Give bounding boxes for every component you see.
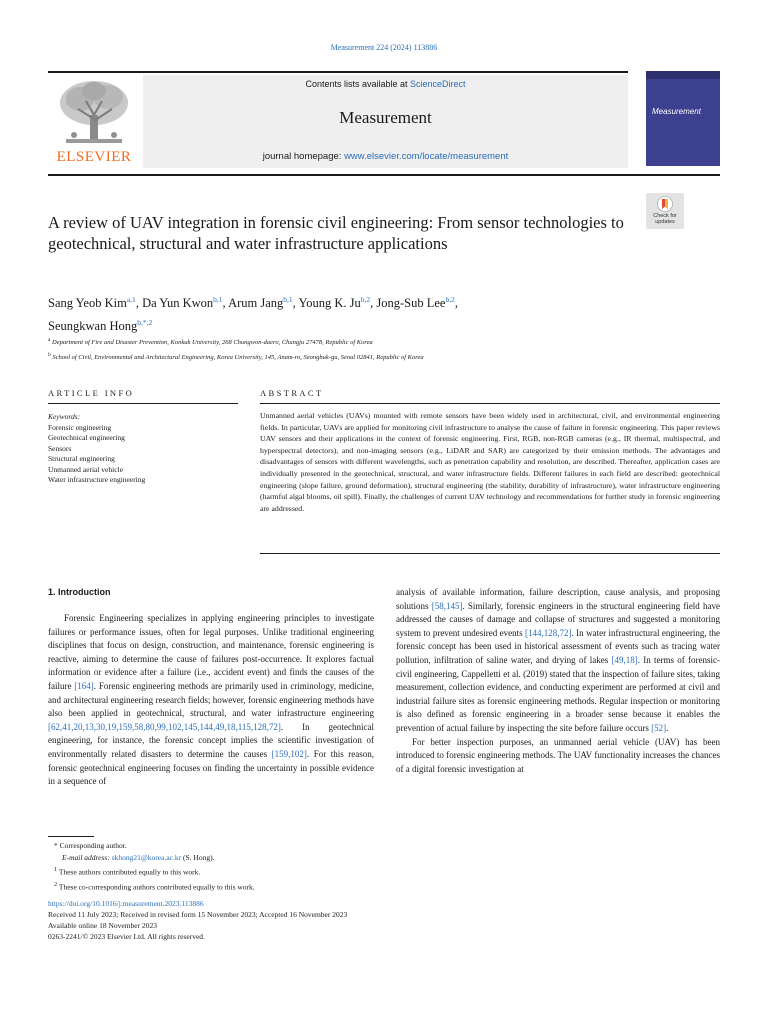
footnote-mark: 2 — [54, 880, 58, 888]
author-list — [48, 290, 608, 336]
body-column-left — [48, 612, 374, 789]
body-text: . Similarly, forensic engineers in the structural engineering field have addressed the causes of damage and collapse of structures and suggested a monitoring system to prevent undesired events — [396, 600, 720, 638]
body-text: analysis of available information, failure description, cause analysis, and proposing solutions — [396, 587, 720, 611]
email-suffix: (S. Hong). — [181, 853, 215, 862]
author-separator: , — [222, 296, 229, 310]
article-title: A review of UAV integration in forensic civil engineering: From sensor technologies to geotechnical, structural and water infrastructure applications — [48, 213, 624, 253]
author-affiliation-mark[interactable]: b,2 — [360, 295, 371, 304]
body-text: . In geotechnical engineering, for instance, the forensic concept implies the scientific investigation of environmentally related disasters to determine the causes — [48, 721, 374, 759]
journal-homepage-link[interactable]: www.elsevier.com/locate/measurement — [344, 151, 509, 162]
body-text: . For this reason, forensic geotechnical engineering focuses on finding the uncertainty in possible evidence in a sequence of — [48, 748, 374, 787]
contents-line — [143, 79, 628, 89]
affiliation-text: Department of Fire and Disaster Prevention, Konkuk University, 268 Chungwon-daero, Chungju 27478, Republic of Korea — [52, 339, 373, 347]
footnote-1 — [48, 864, 408, 879]
masthead-box — [143, 75, 628, 168]
affiliation-mark: b — [48, 352, 51, 359]
sciencedirect-link[interactable]: ScienceDirect — [410, 79, 466, 89]
author-name[interactable]: Seungkwan Hong — [48, 319, 138, 333]
footnote-text: These authors contributed equally to this work. — [58, 867, 201, 877]
author-affiliation-mark[interactable]: b,1 — [283, 295, 293, 304]
affiliation-a — [48, 334, 668, 349]
keyword-item: Water infrastructure engineering — [48, 475, 146, 484]
affiliation-text: School of Civil, Environmental and Architectural Engineering, Korea University, 145, Anam-ro, Seongbuk-gu, Seoul 02841, Republic of Korea — [52, 354, 424, 362]
bookmark-update-icon — [657, 196, 673, 212]
affiliations — [48, 334, 668, 364]
author-affiliation-mark[interactable]: b,1 — [213, 295, 223, 304]
author-separator: , — [292, 296, 299, 310]
citation-link[interactable]: [144,128,72] — [525, 627, 572, 638]
article-info-heading: ARTICLE INFO — [48, 388, 135, 398]
introduction-heading: 1. Introduction — [48, 587, 111, 597]
keyword-item: Forensic engineering — [48, 422, 112, 432]
abstract-bottom-rule — [260, 553, 720, 554]
body-column-right — [396, 586, 720, 776]
journal-name: Measurement — [339, 108, 432, 127]
affiliation-mark: a — [48, 337, 51, 343]
journal-cover-image[interactable] — [646, 71, 720, 166]
running-header[interactable]: Measurement 224 (2024) 113886 — [330, 43, 438, 52]
keyword-item: Sensors — [48, 443, 72, 453]
email-link[interactable]: skhong21@korea.ac.kr — [111, 853, 182, 862]
elsevier-logo[interactable] — [48, 75, 140, 168]
author-name[interactable]: Young K. Ju — [298, 296, 361, 310]
check-for-updates-label: Check for updates — [653, 213, 677, 225]
doi-link[interactable]: https://doi.org/10.1016/j.measurement.2023.113886 — [48, 899, 204, 908]
author-separator: , — [135, 296, 143, 310]
elsevier-wordmark: ELSEVIER — [56, 149, 132, 165]
keyword-item: Geotechnical engineering — [48, 433, 125, 442]
footnote-rule — [48, 836, 94, 837]
received-dates: Received 11 July 2023; Received in revised form 15 November 2023; Accepted 16 November 2023 — [48, 910, 348, 919]
keywords-label: Keywords: — [48, 412, 81, 421]
body-text: Forensic Engineering specializes in applying engineering principles to investigate failures or performance issues, often for legal purposes. Unlike traditional engineering disciplines that focus on design, construction, and maintenance, forensic engineering is reactive, aiming to determine the cause of failures post-occurrence. It explores factual information or evidence after a failure (i.e., accident event) and finds the causes of the failure — [48, 613, 374, 691]
author-affiliation-mark[interactable]: a,1 — [126, 295, 136, 304]
author-name[interactable]: Arum Jang — [228, 296, 284, 310]
footnote-2 — [48, 879, 408, 894]
body-paragraph — [48, 612, 374, 789]
author-affiliation-mark[interactable]: b,2 — [445, 295, 455, 304]
keywords-block — [48, 412, 238, 486]
body-text: . In water infrastructural engineering, the forensic concept has been used in historical assessment of events such as tracing water pollution, infiltration of saline water, and drying of lakes — [396, 627, 720, 665]
footnote-email — [48, 852, 408, 864]
body-paragraph — [396, 586, 720, 736]
email-label: E-mail address: — [62, 853, 110, 862]
footnote-mark: 1 — [54, 866, 58, 873]
homepage-prefix: journal homepage: — [262, 151, 345, 162]
author-affiliation-mark[interactable]: b,*,2 — [137, 318, 153, 327]
copyright-line: 0263-2241/© 2023 Elsevier Ltd. All rights reserved. — [48, 932, 205, 941]
article-info-rule — [48, 403, 238, 404]
body-text: . Forensic engineering methods are primarily used in criminology, medicine, and architectural engineering research fields; however, forensic engineering methods have also been applied in geotechnical, structural, and water infrastructure engineering — [48, 680, 375, 719]
footnote-text: These co-corresponding authors contributed equally to this work. — [58, 882, 255, 891]
cover-title: Measurement — [652, 107, 701, 116]
author-name[interactable]: Da Yun Kwon — [142, 296, 214, 310]
body-paragraph: For better inspection purposes, an unmanned aerial vehicle (UAV) has been introduced to forensic engineering methods. The UAV functionality increases the chances of a digital forensic investigation at — [396, 736, 720, 774]
homepage-line — [143, 151, 628, 162]
masthead-bottom-rule — [48, 174, 720, 176]
elsevier-tree-icon — [56, 79, 132, 147]
author-separator: , — [454, 296, 458, 310]
publication-info — [48, 898, 548, 942]
author-name[interactable]: Sang Yeob Kim — [48, 296, 127, 310]
abstract-rule — [260, 403, 720, 404]
author-name[interactable]: Jong-Sub Lee — [376, 296, 446, 310]
masthead-top-rule — [48, 71, 628, 73]
check-for-updates-badge[interactable] — [646, 193, 684, 229]
body-text: . — [666, 722, 669, 733]
journal-masthead — [48, 75, 628, 168]
online-date: Available online 18 November 2023 — [48, 921, 157, 930]
keyword-item: Structural engineering — [48, 454, 115, 463]
footnote-corresponding — [48, 840, 408, 852]
footnotes — [48, 840, 408, 893]
citation-link[interactable]: [49,18] — [611, 654, 638, 665]
citation-link[interactable]: [164] — [74, 680, 94, 691]
citation-link[interactable]: [62,41,20,13,30,19,159,58,80,99,102,145,144,49,18,115,128,72] — [48, 721, 281, 732]
citation-link[interactable]: [52] — [651, 722, 667, 733]
author-separator: , — [370, 296, 377, 310]
footnote-mark: * — [54, 841, 58, 850]
abstract-heading: ABSTRACT — [260, 388, 324, 398]
affiliation-b — [48, 349, 668, 364]
abstract-text: Unmanned aerial vehicles (UAVs) mounted with remote sensors have been widely used in architectural, civil, and environmental engineering fields. In particular, UAVs are applied for monitoring civil infrastructure to analyse the cause of failure in forensic engineering. This paper reviews UAV sensors and their applications in the context of forensic engineering. First, RGB, non-RGB cameras (e.g., IR thermal, multispectral, and hyperspectral detectors), and non-imaging sensors (e.g., LiDAR and SAR) are categorized by their emission methods. The advantages and disadvantages of sensors with different wavelengths, such as penetration capability and resolution, are described. Thereafter, application cases are individually presented in the geotechnical, structural, and water infrastructure fields. Different failures in each field are described: geotechnical engineering (slope failure, ground deformation), structural engineering (the stability, durability of infrastructure), water infrastructure engineering (harmful algal blooms, oil spill). Finally, the challenges of current UAV technology and recommendations for further study in forensic engineering are addressed. — [260, 411, 720, 513]
body-text: . In terms of forensic-civil engineering, Cappelletti et al. (2019) stated that the inspection of failure sites, taking measurement, collection evidence, and conducting experiment are performed at civil and industrial failure sites as forensic engineering methods. Regular inspection or monitoring is also defined as forensic engineering in a broader sense because it enables the prevention of actual failure by inspecting the site before failure occurs — [396, 654, 720, 733]
contents-prefix: Contents lists available at — [305, 79, 411, 89]
citation-link[interactable]: [58,145] — [431, 600, 463, 611]
footnote-text: Corresponding author. — [59, 841, 127, 850]
keyword-item: Unmanned aerial vehicle — [48, 464, 123, 474]
citation-link[interactable]: [159,102] — [271, 748, 307, 759]
cover-band — [646, 71, 720, 79]
